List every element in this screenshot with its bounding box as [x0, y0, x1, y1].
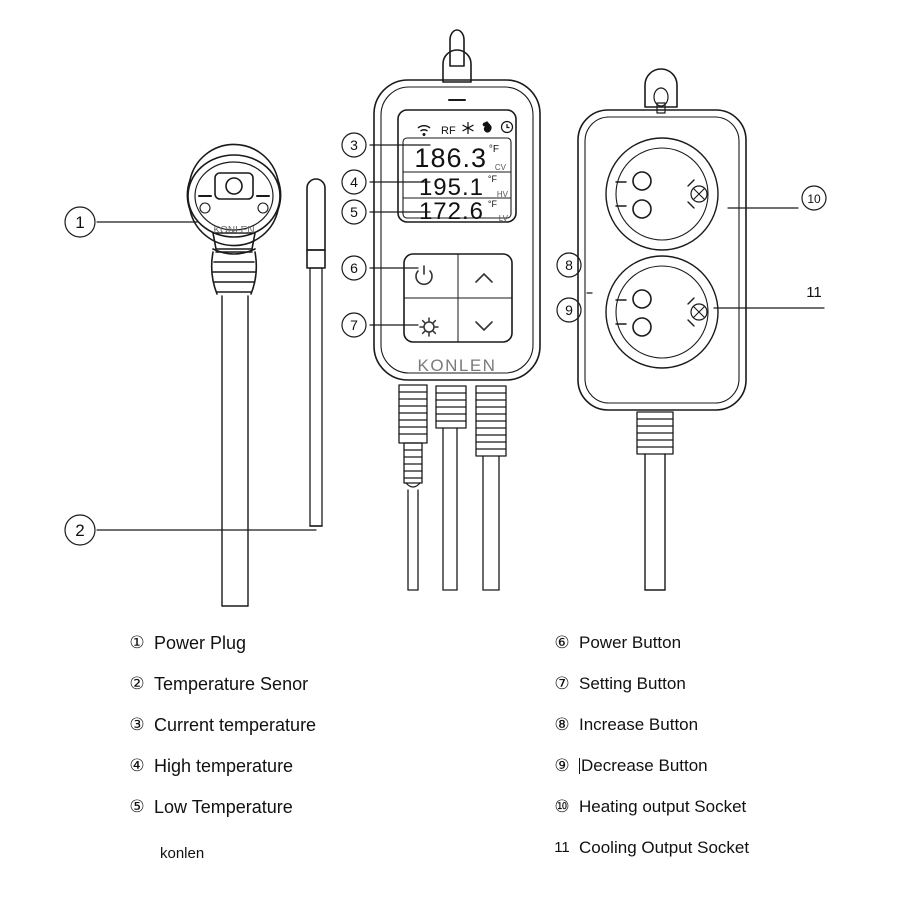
display-row-1-tag: HV — [496, 190, 508, 199]
legend-label-11: Cooling Output Socket — [579, 838, 750, 857]
legend-marker-1: ① — [129, 633, 145, 652]
legend-label-7: Setting Button — [579, 674, 686, 693]
legend-label-5: Low Temperature — [154, 797, 293, 817]
display-readings — [414, 143, 508, 225]
legend-item-8 — [545, 712, 900, 742]
legend — [0, 630, 900, 880]
socket-block-illustration — [578, 69, 746, 590]
display-row-0-tag: CV — [494, 163, 506, 172]
legend-item-4 — [120, 753, 500, 783]
legend-label-8: Increase Button — [579, 715, 699, 734]
legend-marker-9: ⑨ — [554, 756, 570, 775]
legend-marker-5: ⑤ — [129, 797, 145, 816]
legend-item-1 — [120, 630, 500, 660]
callout-marker-9: 9 — [565, 302, 573, 318]
display-row-0-unit: °F — [488, 144, 499, 155]
callout-marker-1: 1 — [75, 213, 85, 232]
legend-label-9 — [579, 753, 708, 779]
legend-label-6: Power Button — [579, 633, 682, 652]
plug-brand-label: KONLEN — [213, 225, 255, 236]
legend-marker-2: ② — [129, 674, 145, 693]
power-button-icon — [416, 266, 432, 284]
display-row-0-value: 186.3 — [414, 143, 487, 173]
legend-label-2: Temperature Senor — [154, 674, 309, 694]
display-row-2-value: 172.6 — [418, 198, 484, 225]
flame-icon — [483, 121, 492, 133]
legend-item-5 — [120, 794, 500, 824]
legend-marker-7: ⑦ — [554, 674, 570, 693]
callout-marker-8: 8 — [565, 257, 573, 273]
text-cursor — [579, 758, 580, 774]
legend-column-right — [545, 630, 900, 876]
device-brand-label: KONLEN — [417, 356, 497, 375]
legend-item-11 — [545, 835, 900, 865]
legend-column-left — [120, 630, 500, 835]
legend-marker-6: ⑥ — [554, 633, 570, 652]
callout-marker-7: 7 — [350, 317, 358, 333]
legend-label-3: Current temperature — [154, 715, 317, 735]
legend-marker-4: ④ — [129, 756, 145, 775]
legend-label-1: Power Plug — [154, 633, 247, 653]
callout-marker-6: 6 — [350, 260, 358, 276]
legend-footnote: konlen — [160, 845, 205, 862]
legend-item-9 — [545, 753, 900, 783]
display-row-2-tag: LV — [498, 214, 508, 223]
legend-marker-11: 11 — [554, 839, 570, 856]
rf-icon: RF — [441, 125, 456, 137]
display-row-1-value: 195.1 — [418, 174, 484, 201]
setting-button-icon — [420, 318, 438, 336]
legend-item-10 — [545, 794, 900, 824]
temperature-sensor-illustration — [307, 179, 325, 526]
clock-icon — [502, 122, 513, 133]
power-plug-illustration — [187, 144, 280, 606]
legend-marker-8: ⑧ — [554, 715, 570, 734]
snowflake-icon — [463, 122, 474, 134]
status-icon-row — [418, 121, 513, 137]
callout-marker-5: 5 — [350, 204, 358, 220]
callout-marker-2: 2 — [75, 521, 85, 540]
increase-button-icon — [476, 274, 492, 282]
legend-item-7 — [545, 671, 900, 701]
decrease-button-icon — [476, 322, 492, 330]
display-row-1-unit: °F — [487, 174, 497, 184]
legend-label-9-text: Decrease Button — [581, 756, 708, 775]
legend-item-2 — [120, 671, 500, 701]
callout-marker-3: 3 — [350, 137, 358, 153]
callout-marker-4: 4 — [350, 174, 358, 190]
legend-item-6 — [545, 630, 900, 660]
display-row-2-unit: °F — [487, 199, 497, 209]
legend-label-10: Heating output Socket — [579, 797, 747, 816]
legend-marker-10: ⑩ — [554, 797, 570, 816]
legend-item-3 — [120, 712, 500, 742]
controller-illustration — [374, 30, 540, 590]
wifi-icon — [418, 126, 430, 136]
callout-marker-11: 11 — [806, 284, 822, 301]
legend-marker-3: ③ — [129, 715, 145, 734]
callout-marker-10: 10 — [807, 192, 821, 206]
legend-label-4: High temperature — [154, 756, 294, 776]
